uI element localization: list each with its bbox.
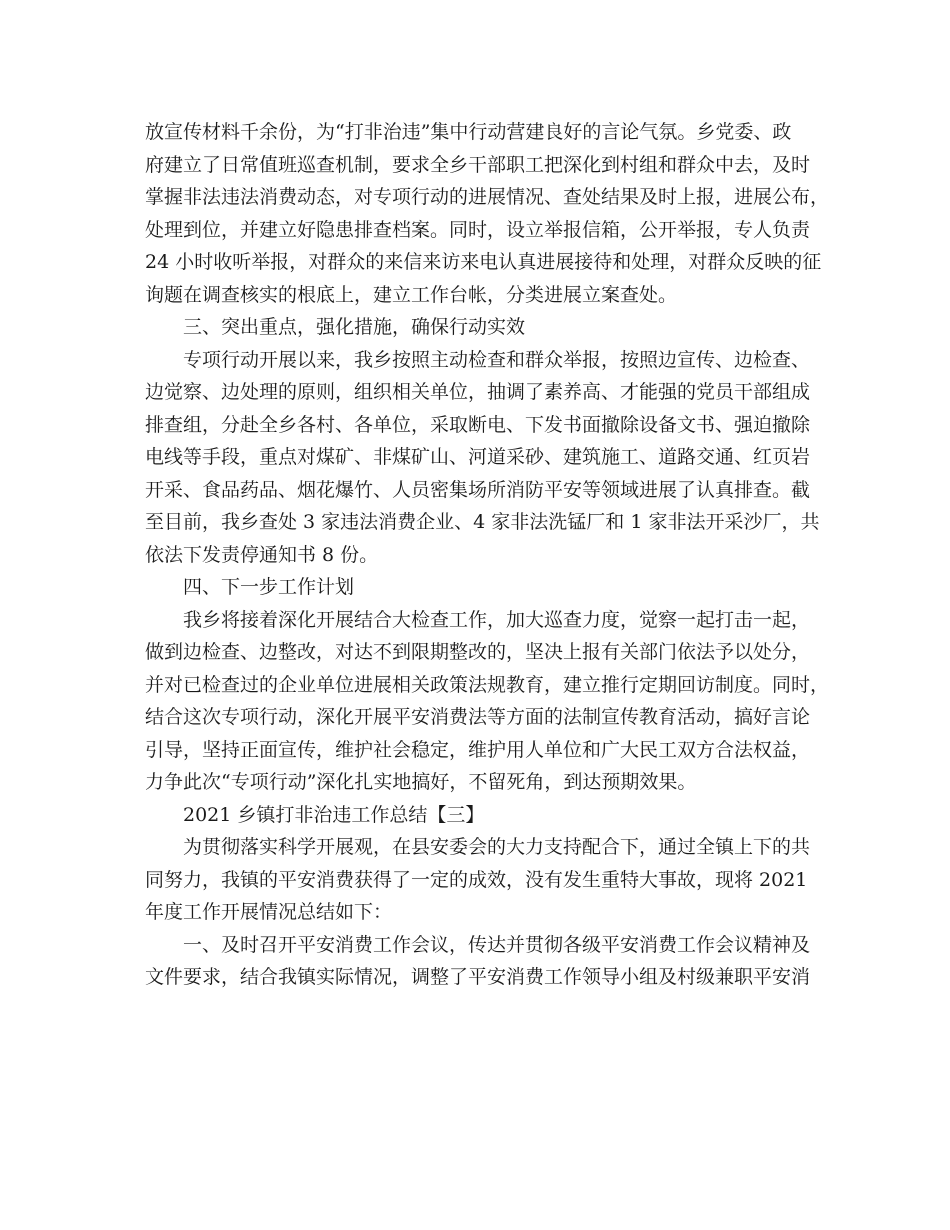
- text-line: 2021 乡镇打非治违工作总结【三】: [183, 803, 485, 826]
- text-line: 一、及时召开平安消费工作会议，传达并贯彻各级平安消费工作会议精神及: [183, 933, 811, 956]
- text-line: 边觉察、边处理的原则，组织相关单位，抽调了素养高、才能强的党员干部组成: [145, 381, 811, 403]
- text-line: 文件要求，结合我镇实际情况，调整了平安消费工作领导小组及村级兼职平安消: [145, 966, 811, 988]
- text-line: 为贯彻落实科学开展观，在县安委会的大力支持配合下，通过全镇上下的共: [183, 836, 811, 858]
- text-line: 处理到位，并建立好隐患排查档案。同时，设立举报信箱，公开举报，专人负责: [145, 218, 811, 241]
- text-line: 我乡将接着深化开展结合大检查工作，加大巡查力度，觉察一起打击一起，: [183, 608, 811, 631]
- text-line: 至目前，我乡查处 3 家违法消费企业、4 家非法洗锰厂和 1 家非法开采沙厂，共: [145, 511, 820, 533]
- text-line: 开采、食品药品、烟花爆竹、人员密集场所消防平安等领域进展了认真排查。截: [145, 478, 811, 501]
- text-line: 引导，坚持正面宣传，维护社会稳定，维护用人单位和广大民工双方合法权益，: [145, 738, 811, 761]
- text-line: 电线等手段，重点对煤矿、非煤矿山、河道采砂、建筑施工、道路交通、红页岩: [145, 446, 811, 468]
- text-line: 依法下发责停通知书 8 份。: [145, 543, 379, 566]
- text-line: 询题在调查核实的根底上，建立工作台帐，分类进展立案查处。: [145, 283, 678, 306]
- text-line: 放宣传材料千余份，为“打非治违”集中行动营建良好的言论气氛。乡党委、政: [145, 121, 792, 143]
- text-line: 做到边检查、边整改，对达不到限期整改的，坚决上报有关部门依法予以处分，: [145, 641, 811, 663]
- text-line: 专项行动开展以来，我乡按照主动检查和群众举报，按照边宣传、边检查、: [183, 348, 811, 371]
- document-body: [145, 116, 830, 994]
- text-line: 结合这次专项行动，深化开展平安消费法等方面的法制宣传教育活动，搞好言论: [145, 706, 811, 728]
- text-line: 年度工作开展情况总结如下：: [145, 901, 393, 923]
- text-line: 24 小时收听举报，对群众的来信来访来电认真进展接待和处理，对群众反映的征: [145, 251, 822, 273]
- text-line: 力争此次“专项行动”深化扎实地搞好，不留死角，到达预期效果。: [145, 771, 697, 793]
- text-line: 掌握非法违法消费动态，对专项行动的进展情况、查处结果及时上报，进展公布，: [145, 186, 830, 208]
- text-line: 排查组，分赴全乡各村、各单位，采取断电、下发书面撤除设备文书、强迫撤除: [145, 413, 811, 436]
- text-line: 三、突出重点，强化措施，确保行动实效: [183, 316, 526, 338]
- text-line: 四、下一步工作计划: [183, 576, 355, 598]
- text-line: 同努力，我镇的平安消费获得了一定的成效，没有发生重特大事故，现将 2021: [145, 868, 808, 891]
- text-line: 府建立了日常值班巡查机制，要求全乡干部职工把深化到村组和群众中去，及时: [145, 153, 811, 176]
- text-line: 并对已检查过的企业单位进展相关政策法规教育，建立推行定期回访制度。同时，: [145, 673, 830, 696]
